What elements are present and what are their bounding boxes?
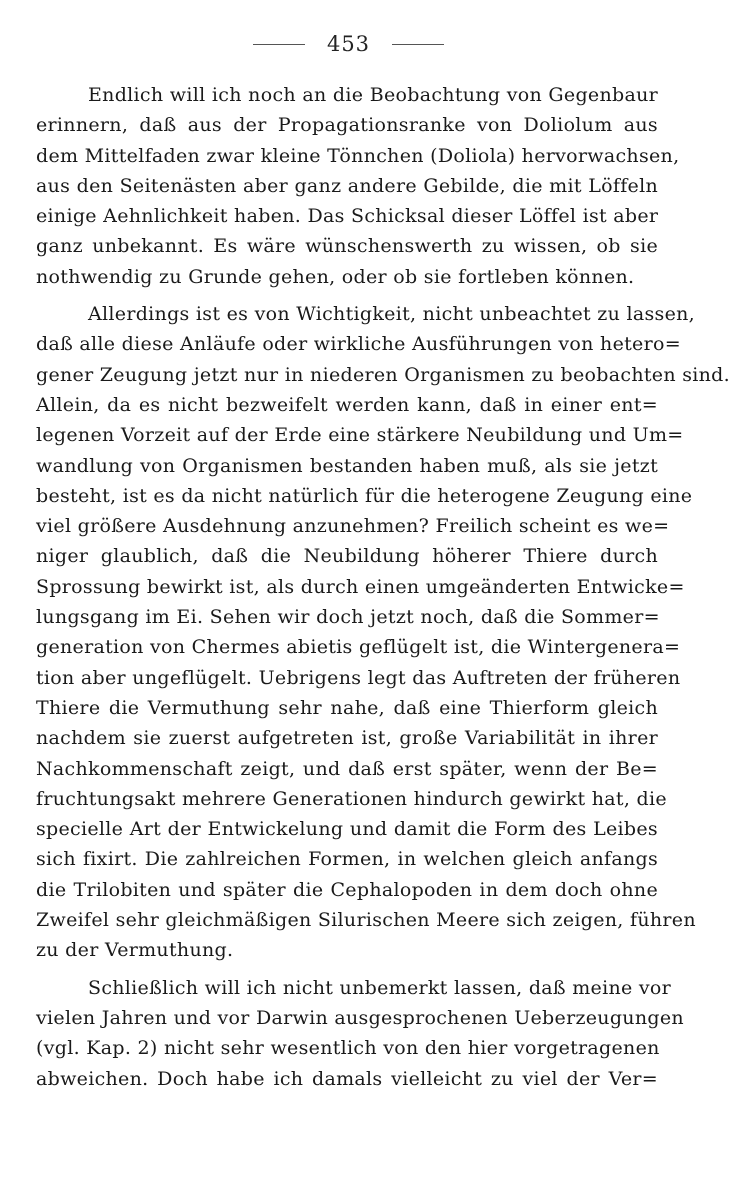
paragraph-2 <box>36 299 730 966</box>
text-line: specielle Art der Entwickelung und damit die Form des Leibes <box>36 818 658 841</box>
text-line: nachdem sie zuerst aufgetreten ist, große Variabilität in ihrer <box>36 727 658 750</box>
text-line: lungsgang im Ei. Sehen wir doch jetzt noch, daß die Sommer= <box>36 606 660 629</box>
page-number: 453 <box>326 32 371 56</box>
text-line: tion aber ungeflügelt. Uebrigens legt das Auftreten der früheren <box>36 666 681 689</box>
text-line: Thiere die Vermuthung sehr nahe, daß eine Thierform gleich <box>36 696 658 719</box>
text-line: vielen Jahren und vor Darwin ausgesprochenen Ueberzeugungen <box>36 1006 684 1029</box>
text-line: Allein, da es nicht bezweifelt werden kann, daß in einer ent= <box>36 393 658 416</box>
text-line: aus den Seitenästen aber ganz andere Gebilde, die mit Löffeln <box>36 174 658 197</box>
text-line: generation von Chermes abietis geflügelt ist, die Wintergenera= <box>36 636 681 659</box>
text-line: niger glaublich, daß die Neubildung höherer Thiere durch <box>36 545 658 568</box>
text-line: nothwendig zu Grunde gehen, oder ob sie fortleben können. <box>36 265 635 288</box>
text-line: (vgl. Kap. 2) nicht sehr wesentlich von den hier vorgetragenen <box>36 1037 660 1060</box>
body-text <box>36 80 730 1094</box>
header-rule-right <box>392 44 444 45</box>
text-line: wandlung von Organismen bestanden haben muß, als sie jetzt <box>36 454 658 477</box>
text-line: Nachkommenschaft zeigt, und daß erst später, wenn der Be= <box>36 757 658 780</box>
text-line: fruchtungsakt mehrere Generationen hindurch gewirkt hat, die <box>36 787 667 810</box>
text-line: Schließlich will ich nicht unbemerkt lassen, daß meine vor <box>88 976 672 999</box>
text-line: Allerdings ist es von Wichtigkeit, nicht unbeachtet zu lassen, <box>88 303 696 326</box>
paragraph-1 <box>36 80 680 292</box>
text-line: legenen Vorzeit auf der Erde eine stärkere Neubildung und Um= <box>36 424 684 447</box>
text-line: viel größere Ausdehnung anzunehmen? Freilich scheint es we= <box>36 515 670 538</box>
text-line: einige Aehnlichkeit haben. Das Schicksal dieser Löffel ist aber <box>36 205 659 228</box>
text-line: sich fixirt. Die zahlreichen Formen, in welchen gleich anfangs <box>36 848 658 871</box>
text-line: besteht, ist es da nicht natürlich für die heterogene Zeugung eine <box>36 484 693 507</box>
text-line: Endlich will ich noch an die Beobachtung von Gegenbaur <box>88 84 658 106</box>
text-line: Zweifel sehr gleichmäßigen Silurischen Meere sich zeigen, führen <box>36 909 696 932</box>
text-line: ganz unbekannt. Es wäre wünschenswerth zu wissen, ob sie <box>36 235 658 258</box>
text-line: zu der Vermuthung. <box>36 939 234 962</box>
text-line: Sprossung bewirkt ist, als durch einen umgeänderten Entwicke= <box>36 575 685 598</box>
page-header <box>0 30 697 58</box>
header-rule-left <box>253 44 305 45</box>
text-line: dem Mittelfaden zwar kleine Tönnchen (Doliola) hervorwachsen, <box>36 144 680 167</box>
text-line: abweichen. Doch habe ich damals vielleicht zu viel der Ver= <box>36 1067 658 1090</box>
text-line: gener Zeugung jetzt nur in niederen Organismen zu beobachten sind. <box>36 363 730 386</box>
text-line: erinnern, daß aus der Propagationsranke von Doliolum aus <box>36 114 658 137</box>
text-line: daß alle diese Anläufe oder wirkliche Ausführungen von hetero= <box>36 333 681 356</box>
text-line: die Trilobiten und später die Cephalopoden in dem doch ohne <box>36 878 658 901</box>
paragraph-3 <box>36 973 684 1094</box>
